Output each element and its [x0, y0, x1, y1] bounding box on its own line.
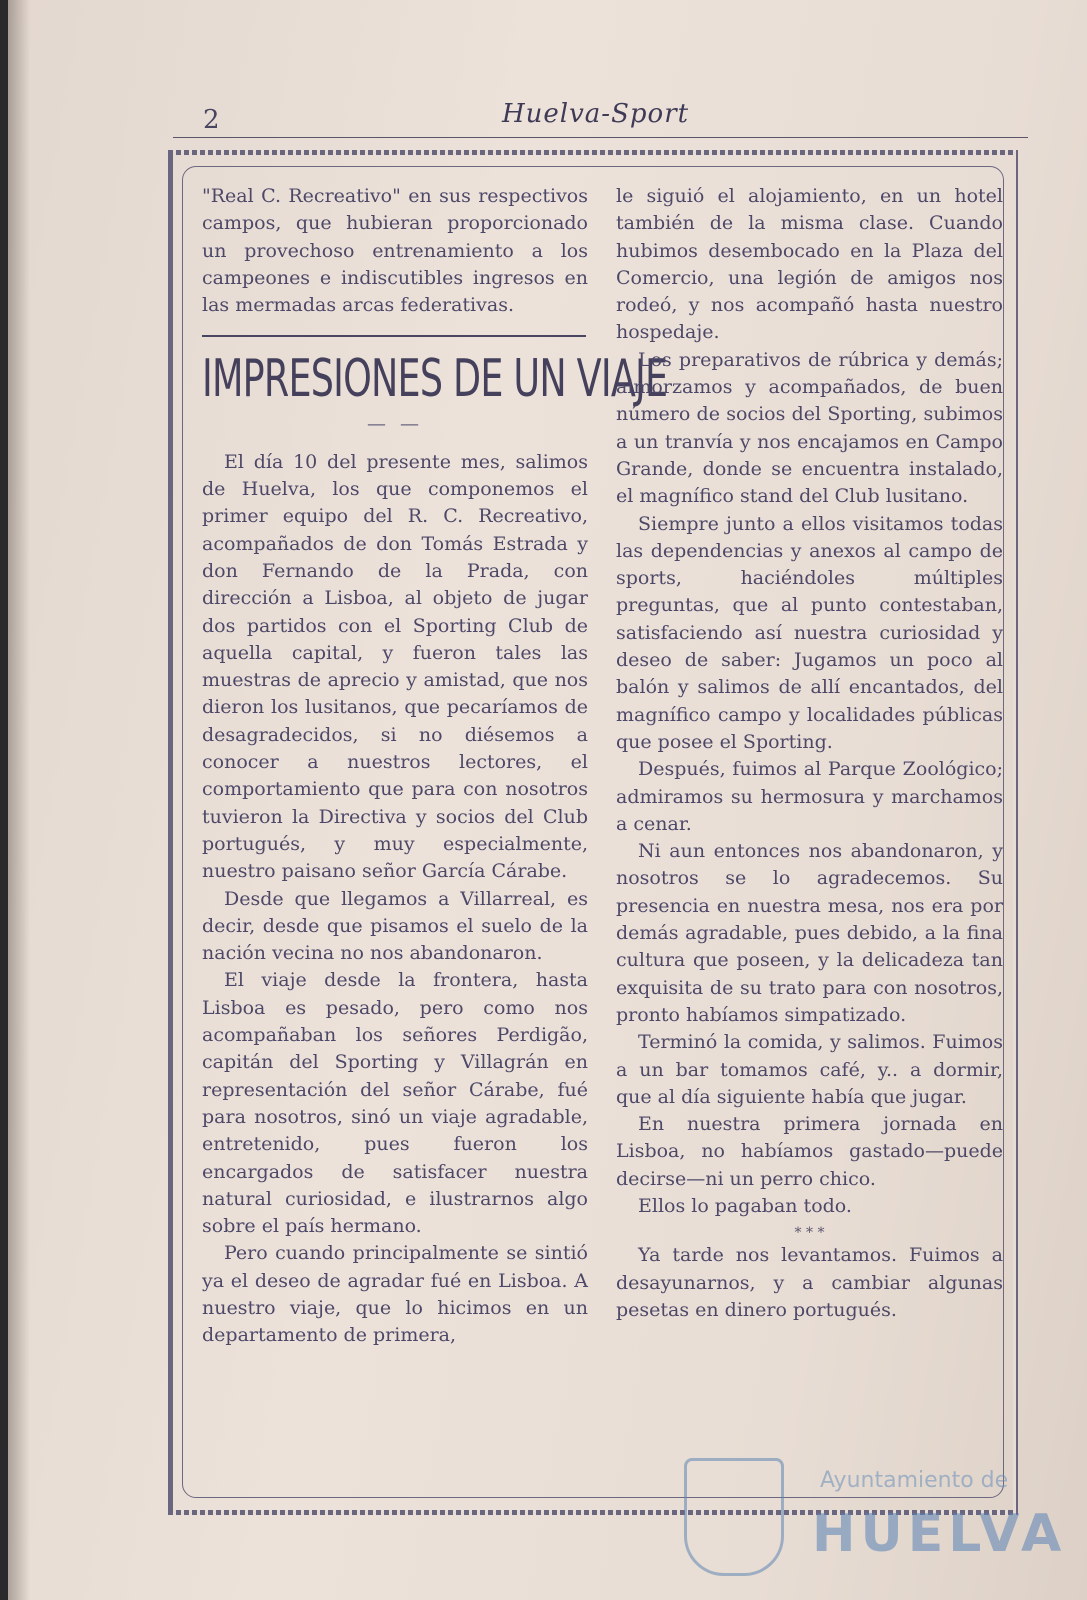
- article-paragraph: En nuestra primera jornada en Lisboa, no habíamos gastado—puede decirse—ni un perro chico.: [616, 1113, 1003, 1190]
- article-paragraph: Después, fuimos al Parque Zoológico; admiramos su hermosura y marchamos a cenar.: [616, 758, 1003, 835]
- shield-icon: [684, 1458, 784, 1576]
- binding-shadow: [8, 0, 30, 1600]
- section-divider: [202, 335, 586, 337]
- asterism: * * *: [794, 1225, 825, 1242]
- scanned-page: [8, 0, 1087, 1600]
- left-column: [202, 183, 668, 1350]
- article-paragraph: Desde que llegamos a Villarreal, es decir, desde que pisamos el suelo de la nación vecina no nos abandonaron.: [202, 887, 588, 965]
- title-dash: — —: [366, 413, 424, 436]
- archive-watermark: [684, 1452, 1067, 1587]
- page-header: [8, 95, 1087, 135]
- article-paragraph: Pero cuando principalmente se sintió ya el deseo de agradar fué en Lisboa. A nuestro viaje, que lo hicimos en un departamento de primera,: [202, 1242, 588, 1347]
- article-paragraph: El día 10 del presente mes, salimos de Huelva, los que componemos el primer equipo del R. C. Recreativo, acompañados de don Tomás Estrada y don Fernando de la Prada, con dirección a Lisboa, al objeto de jugar dos partidos con el Sporting Club de aquella capital, y fueron tales las muestras de aprecio y amistad, que nos dieron los lusitanos, que pecaríamos de desagradecidos, si no diésemos a conocer a nuestros lectores, el comportamiento que para con nosotros tuvieron la Directiva y socios del Club portugués, y muy especialmente, nuestro paisano señor García Cárabe.: [202, 450, 588, 883]
- article-title: IMPRESIONES DE UN VIAJE: [202, 349, 668, 410]
- article-paragraph: Ya tarde nos levantamos. Fuimos a desayunarnos, y a cambiar algunas pesetas en dinero portugués.: [616, 1244, 1003, 1321]
- right-column: [616, 183, 1003, 1324]
- article-paragraph: Ellos lo pagaban todo.: [638, 1194, 852, 1217]
- article-paragraph: Terminó la comida, y salimos. Fuimos a un bar tomamos café, y.. a dormir, que al día siguiente había que jugar.: [616, 1031, 1003, 1108]
- article-paragraph: Los preparativos de rúbrica y demás; almorzamos y acompañados, de buen número de socios del Sporting, subimos a un tranvía y nos encajamos en Campo Grande, donde se encuentra instalado, el magnífico stand del Club lusitano.: [616, 348, 1003, 508]
- watermark-subtitle: Ayuntamiento de: [820, 1468, 1009, 1493]
- header-rule: [173, 137, 1028, 138]
- article-paragraph: le siguió el alojamiento, en un hotel también de la misma clase. Cuando hubimos desembocado en la Plaza del Comercio, una legión de amigos nos rodeó, y nos acompañó hasta nuestro hospedaje.: [616, 185, 1003, 344]
- page-number: 2: [203, 105, 220, 135]
- article-paragraph: El viaje desde la frontera, hasta Lisboa es pesado, pero como nos acompañaban los señores Perdigão, capitán del Sporting y Villagrán en representación del señor Cárabe, fué para nosotros, sinó un viaje agradable, entretenido, pues fueron los encargados de satisfacer nuestra natural curiosidad, e ilustrarnos algo sobre el país hermano.: [202, 969, 588, 1238]
- intro-paragraph: "Real C. Recreativo" en sus respectivos campos, que hubieran proporcionado un provechoso entrenamiento a los campeones e indiscutibles ingresos en las mermadas arcas federativas.: [202, 185, 588, 317]
- article-paragraph: Siempre junto a ellos visitamos todas las dependencias y anexos al campo de sports, haciéndoles múltiples preguntas, que al punto contestaban, satisfaciendo así nuestra curiosidad y deseo de saber: Jugamos un poco al balón y salimos de allí encantados, del magnífico campo y localidades públicas que posee el Sporting.: [616, 512, 1003, 753]
- watermark-title: HUELVA: [812, 1504, 1067, 1564]
- masthead-title: Huelva-Sport: [502, 99, 690, 129]
- article-paragraph: Ni aun entonces nos abandonaron, y nosotros se lo agradecemos. Su presencia en nuestra mesa, nos era por demás agradable, pues debido, a la fina cultura que poseen, y la delicadeza tan exquisita de su trato para con nosotros, pronto habíamos simpatizado.: [616, 840, 1003, 1026]
